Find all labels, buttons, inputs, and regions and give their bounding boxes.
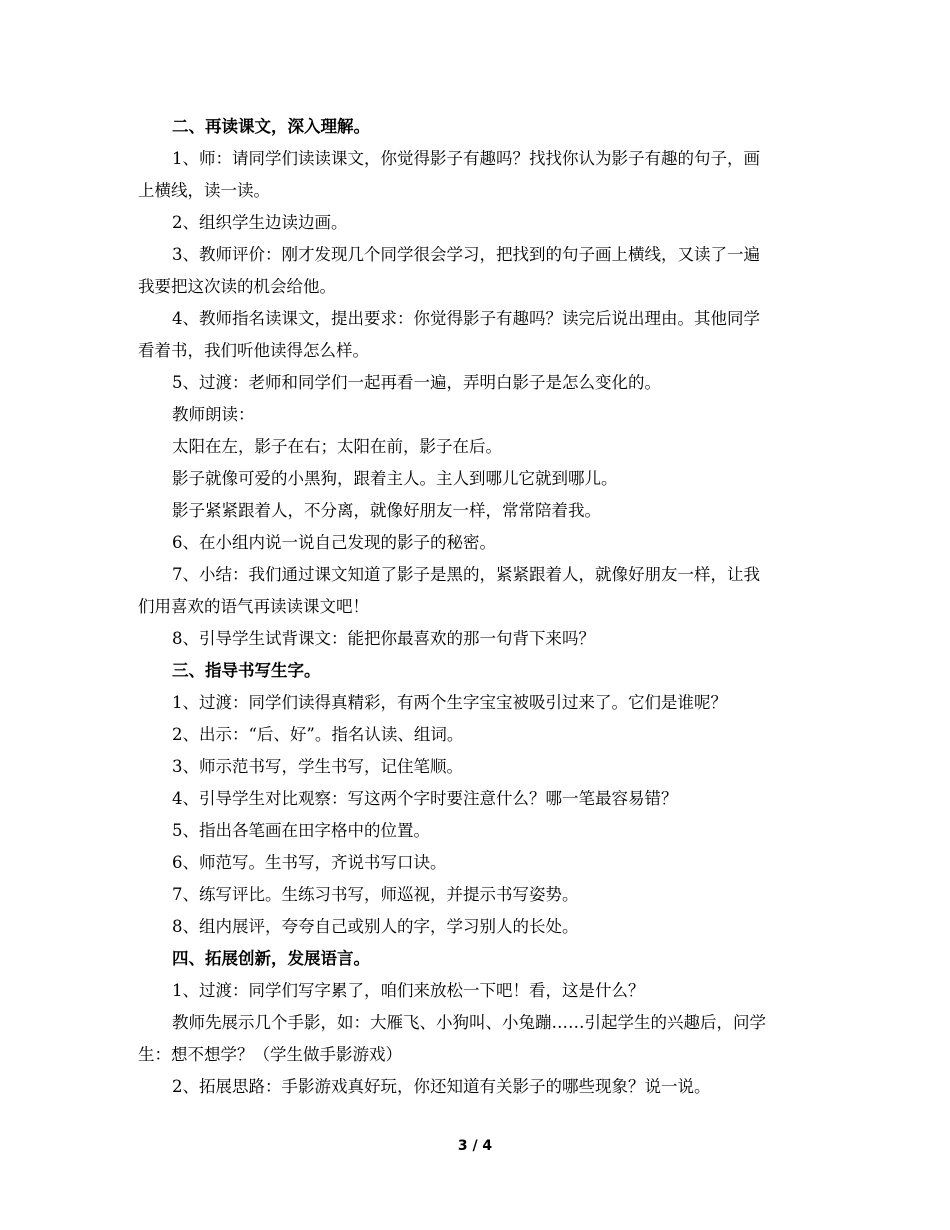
paragraph-line: 们用喜欢的语气再读读课文吧！	[138, 597, 369, 616]
paragraph-line: 1、过渡：同学们读得真精彩，有两个生字宝宝被吸引过来了。它们是谁呢？	[172, 693, 727, 712]
page-number: 3 / 4	[457, 1138, 493, 1154]
paragraph-line: 4、引导学生对比观察：写这两个字时要注意什么？哪一笔最容易错？	[172, 789, 678, 808]
paragraph-line: 教师朗读：	[172, 405, 255, 424]
paragraph-line: 我要把这次读的机会给他。	[138, 277, 336, 296]
paragraph-line: 1、师：请同学们读读课文，你觉得影子有趣吗？找找你认为影子有趣的句子，画	[172, 149, 760, 168]
paragraph-line: 1、过渡：同学们写字累了，咱们来放松一下吧！看，这是什么？	[172, 981, 645, 1000]
paragraph-line: 教师先展示几个手影，如：大雁飞、小狗叫、小兔蹦……引起学生的兴趣后，问学	[172, 1013, 766, 1032]
paragraph-line: 6、在小组内说一说自己发现的影子的秘密。	[172, 533, 496, 552]
paragraph-line: 2、出示：“后、好”。指名认读、组词。	[172, 725, 464, 744]
paragraph-line: 7、小结：我们通过课文知道了影子是黑的，紧紧跟着人，就像好朋友一样，让我	[172, 565, 760, 584]
paragraph-line: 8、组内展评，夸夸自己或别人的字，学习别人的长处。	[172, 917, 579, 936]
paragraph-line: 影子紧紧跟着人，不分离，就像好朋友一样，常常陪着我。	[172, 501, 601, 520]
paragraph-line: 7、练写评比。生练习书写，师巡视，并提示书写姿势。	[172, 885, 579, 904]
section-heading: 四、拓展创新，发展语言。	[172, 949, 370, 968]
section-heading: 二、再读课文，深入理解。	[172, 117, 370, 136]
paragraph-line: 5、指出各笔画在田字格中的位置。	[172, 821, 430, 840]
paragraph-line: 2、组织学生边读边画。	[172, 213, 348, 232]
paragraph-line: 上横线，读一读。	[138, 181, 270, 200]
paragraph-line: 3、师示范书写，学生书写，记住笔顺。	[172, 757, 463, 776]
paragraph-line: 8、引导学生试背课文：能把你最喜欢的那一句背下来吗？	[172, 629, 595, 648]
paragraph-line: 3、教师评价：刚才发现几个同学很会学习，把找到的句子画上横线，又读了一遍	[172, 245, 760, 264]
paragraph-line: 影子就像可爱的小黑狗，跟着主人。主人到哪儿它就到哪儿。	[172, 469, 618, 488]
paragraph-line: 2、拓展思路：手影游戏真好玩，你还知道有关影子的哪些现象？说一说。	[172, 1077, 711, 1096]
paragraph-line: 太阳在左，影子在右；太阳在前，影子在后。	[172, 437, 502, 456]
document-body	[138, 111, 814, 1103]
section-heading: 三、指导书写生字。	[172, 661, 321, 680]
paragraph-line: 生：想不想学？（学生做手影游戏）	[138, 1045, 402, 1064]
paragraph-line: 6、师范写。生书写，齐说书写口诀。	[172, 853, 447, 872]
paragraph-line: 5、过渡：老师和同学们一起再看一遍，弄明白影子是怎么变化的。	[172, 373, 661, 392]
paragraph-line: 4、教师指名读课文，提出要求：你觉得影子有趣吗？读完后说出理由。其他同学	[172, 309, 760, 328]
paragraph-line: 看着书，我们听他读得怎么样。	[138, 341, 369, 360]
